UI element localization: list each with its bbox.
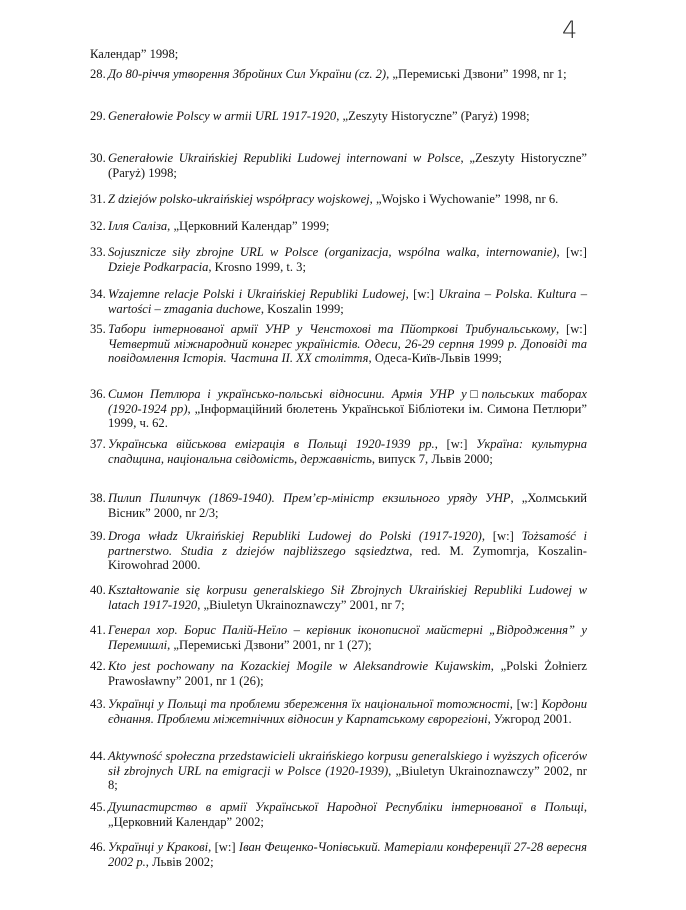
entry-text — [108, 583, 587, 612]
bibliography-entry — [90, 192, 587, 207]
entry-text — [108, 67, 587, 82]
entry-text — [108, 529, 587, 573]
bibliography-entry — [90, 749, 587, 793]
bibliography-entry — [90, 219, 587, 234]
entry-number: 34. — [90, 287, 106, 301]
entry-publication: , „Biuletyn Ukrainoznawczy” 2002, nr 8; — [108, 763, 587, 793]
entry-number: 43. — [90, 697, 106, 711]
entry-number: 36. — [90, 387, 106, 401]
entry-publication: , випуск 7, Львів 2000; — [371, 451, 493, 466]
entry-number: 40. — [90, 583, 106, 597]
bibliography-entry — [90, 800, 587, 829]
entry-number: 37. — [90, 437, 106, 451]
entry-title-italic: Генерал хор. Борис Палій-Неїло – керівник іконописної майстерні „Відродження” у Перемишлі — [108, 623, 587, 652]
entry-text — [108, 322, 587, 366]
entry-text — [108, 749, 587, 793]
entry-text — [108, 491, 587, 520]
entry-title-italic: Українці у Польщі та проблеми збереження їх національної тотожності — [108, 697, 510, 711]
entry-publication: , „Zeszyty Historyczne” (Paryż) 1998; — [336, 109, 530, 123]
entry-publication: , „Zeszyty Historyczne” (Paryż) 1998; — [108, 151, 588, 180]
entry-text — [108, 659, 587, 688]
entry-publication: , „Церковний Календар” 1999; — [167, 219, 330, 233]
bibliography-entry — [90, 322, 587, 366]
entry-publication: , red. M. Zymomrja, Koszalin-Kirowohrad 2000. — [108, 543, 587, 573]
entry-title-italic: Симон Петлюра і українсько-польські відносини. Армія УНР у□польських таборах (1920-1924 рр) — [108, 387, 587, 416]
entry-number: 46. — [90, 840, 106, 854]
entry-publication: , „Перемиські Дзвони” 2001, nr 1 (27); — [167, 637, 372, 652]
entry-publication: , „Церковний Календар” 2002; — [108, 800, 587, 829]
entry-title-italic: Droga władz Ukraińskiej Republiki Ludowej do Polski (1917-1920) — [108, 529, 482, 543]
bibliography-entry — [90, 840, 587, 869]
bibliography-entry — [90, 529, 587, 573]
entry-number: 35. — [90, 322, 106, 336]
entry-text — [108, 245, 587, 274]
entry-number: 30. — [90, 151, 106, 165]
entry-title-italic: Ukraina – Polska. Kultura – wartości – zmagania duchowe — [108, 287, 587, 316]
bibliography-entry — [90, 623, 587, 652]
entry-number: 32. — [90, 219, 106, 233]
bibliography-entry — [90, 151, 587, 180]
entry-number: 41. — [90, 623, 106, 637]
bibliography-entry — [90, 659, 587, 688]
entry-title-italic: Українська військова еміграція в Польщі 1920-1939 рр. — [108, 437, 435, 451]
entry-publication: , Krosno 1999, t. 3; — [208, 259, 306, 274]
entry-text — [108, 287, 587, 316]
entry-publication: , [w:] — [555, 322, 587, 336]
entry-text — [108, 387, 587, 431]
entry-title-italic: Dzieje Podkarpacia — [108, 259, 209, 274]
entry-title-italic: Sojusznicze siły zbrojne URL w Polsce (organizacja, wspólna walka, internowanie) — [108, 245, 557, 259]
entry-text — [108, 437, 587, 466]
bibliography-entry — [90, 437, 587, 466]
entry-number: 44. — [90, 749, 106, 763]
entry-publication: , Одеса-Київ-Львів 1999; — [368, 351, 502, 366]
entry-title-italic: Четвертий міжнародний конгрес україністів. Одеси, 26-29 серпня 1999 р. Доповіді та повідомлення Історія. Частина II. ХХ століття — [108, 336, 587, 366]
entry-publication: , [w:] — [434, 437, 477, 451]
bibliography-entry — [90, 245, 587, 274]
bibliography-entry — [90, 287, 587, 316]
entry-title-italic: Wzajemne relacje Polski i Ukraińskiej Republiki Ludowej — [108, 287, 406, 301]
bibliography-entry — [90, 697, 587, 726]
entry-publication: , „Polski Żołnierz Prawosławny” 2001, nr 1 (26); — [108, 659, 587, 688]
entry-number: 39. — [90, 529, 106, 543]
entry-text — [108, 840, 587, 869]
entry-number: 31. — [90, 192, 106, 206]
entry-publication: , „Інформаційний бюлетень Української Бібліотеки ім. Симона Петлюри” 1999, ч. 62. — [108, 401, 587, 431]
entry-publication: , Ужгород 2001. — [487, 711, 572, 726]
entry-publication: , [w:] — [405, 287, 439, 301]
entry-text — [108, 623, 587, 652]
bibliography-entry — [90, 583, 587, 612]
entry-number: 42. — [90, 659, 106, 673]
entry-publication: , [w:] — [481, 529, 522, 543]
entry-number: 38. — [90, 491, 106, 505]
entry-text — [108, 192, 587, 207]
bibliography-entry — [90, 387, 587, 431]
entry-publication: , [w:] — [509, 697, 542, 711]
entry-number: 33. — [90, 245, 106, 259]
entry-title-italic: Tożsamość i partnerstwo. Studia z dziejów najbliższego sąsiedztwa — [108, 529, 588, 558]
bibliography-entry — [90, 491, 587, 520]
entry-text — [108, 109, 587, 124]
bibliography-entry — [90, 109, 587, 124]
entry-text — [108, 800, 587, 829]
entry-publication: , „Холмський Вісник” 2000, nr 2/3; — [108, 491, 587, 520]
entry-title-italic: Українці у Кракові — [108, 840, 209, 854]
handwritten-page-number: 4 — [562, 16, 578, 44]
entry-title-italic: Z dziejów polsko-ukraińskiej współpracy wojskowej — [108, 192, 370, 206]
entry-title-italic: Generałowie Ukraińskiej Republiki Ludowej internowani w Polsce — [108, 151, 461, 165]
entry-title-italic: Україна: культурна спадщина, національна свідомість, державність — [108, 437, 587, 466]
entry-text — [108, 697, 587, 726]
entry-publication: , „Wojsko i Wychowanie” 1998, nr 6. — [369, 192, 559, 206]
entry-title-italic: Іван Фещенко-Чопівський. Матеріали конференції 27-28 вересня 2002 р. — [108, 840, 587, 869]
entry-publication: , [w:] — [208, 840, 239, 854]
bibliography-entry — [90, 67, 587, 82]
entry-title-italic: Кордони єднання. Проблеми міжетнічних відносин у Карпатському єврорегіоні — [108, 697, 587, 726]
entry-publication: , „Biuletyn Ukrainoznawczy” 2001, nr 7; — [197, 597, 405, 612]
entry-title-italic: Ілля Саліза — [108, 219, 168, 233]
entry-publication: , Koszalin 1999; — [260, 301, 344, 316]
entry-number: 29. — [90, 109, 106, 123]
entry-number: 28. — [90, 67, 106, 81]
entry-text — [108, 151, 587, 180]
entry-title-italic: До 80-річчя утворення Збройних Сил України (cz. 2) — [108, 67, 387, 81]
entry-title-italic: Душпастирство в армії Української Народної Республіки інтернованої в Польщі — [108, 800, 584, 814]
entry-title-italic: Пилип Пилипчук (1869-1940). Прем’єр-міністр екзильного уряду УНР — [108, 491, 511, 505]
entry-title-italic: Kształtowanie się korpusu generalskiego Sił Zbrojnych Ukraińskiej Republiki Ludowej w latach 1917-1920 — [108, 583, 587, 612]
entry-publication: , [w:] — [556, 245, 587, 259]
entry-text — [108, 219, 587, 234]
entry-title-italic: Kto jest pochowany na Kozackiej Mogile w Aleksandrowie Kujawskim — [108, 659, 491, 673]
entry-title-italic: Generałowie Polscy w armii URL 1917-1920 — [108, 109, 337, 123]
entry-publication: , Львів 2002; — [145, 854, 214, 869]
entry-publication: , „Перемиські Дзвони” 1998, nr 1; — [386, 67, 567, 81]
entry-number: 45. — [90, 800, 106, 814]
continued-entry-text: Календар” 1998; — [90, 47, 179, 61]
entry-title-italic: Aktywność społeczna przedstawicieli ukraińskiego korpusu generalskiego i wyższych oficerów sił zbrojnych URL na emigracji w Polsce (1920-1939) — [108, 749, 587, 778]
entry-title-italic: Табори інтернованої армії УНР у Ченстохові та Пйотркові Трибунальському — [108, 322, 556, 336]
